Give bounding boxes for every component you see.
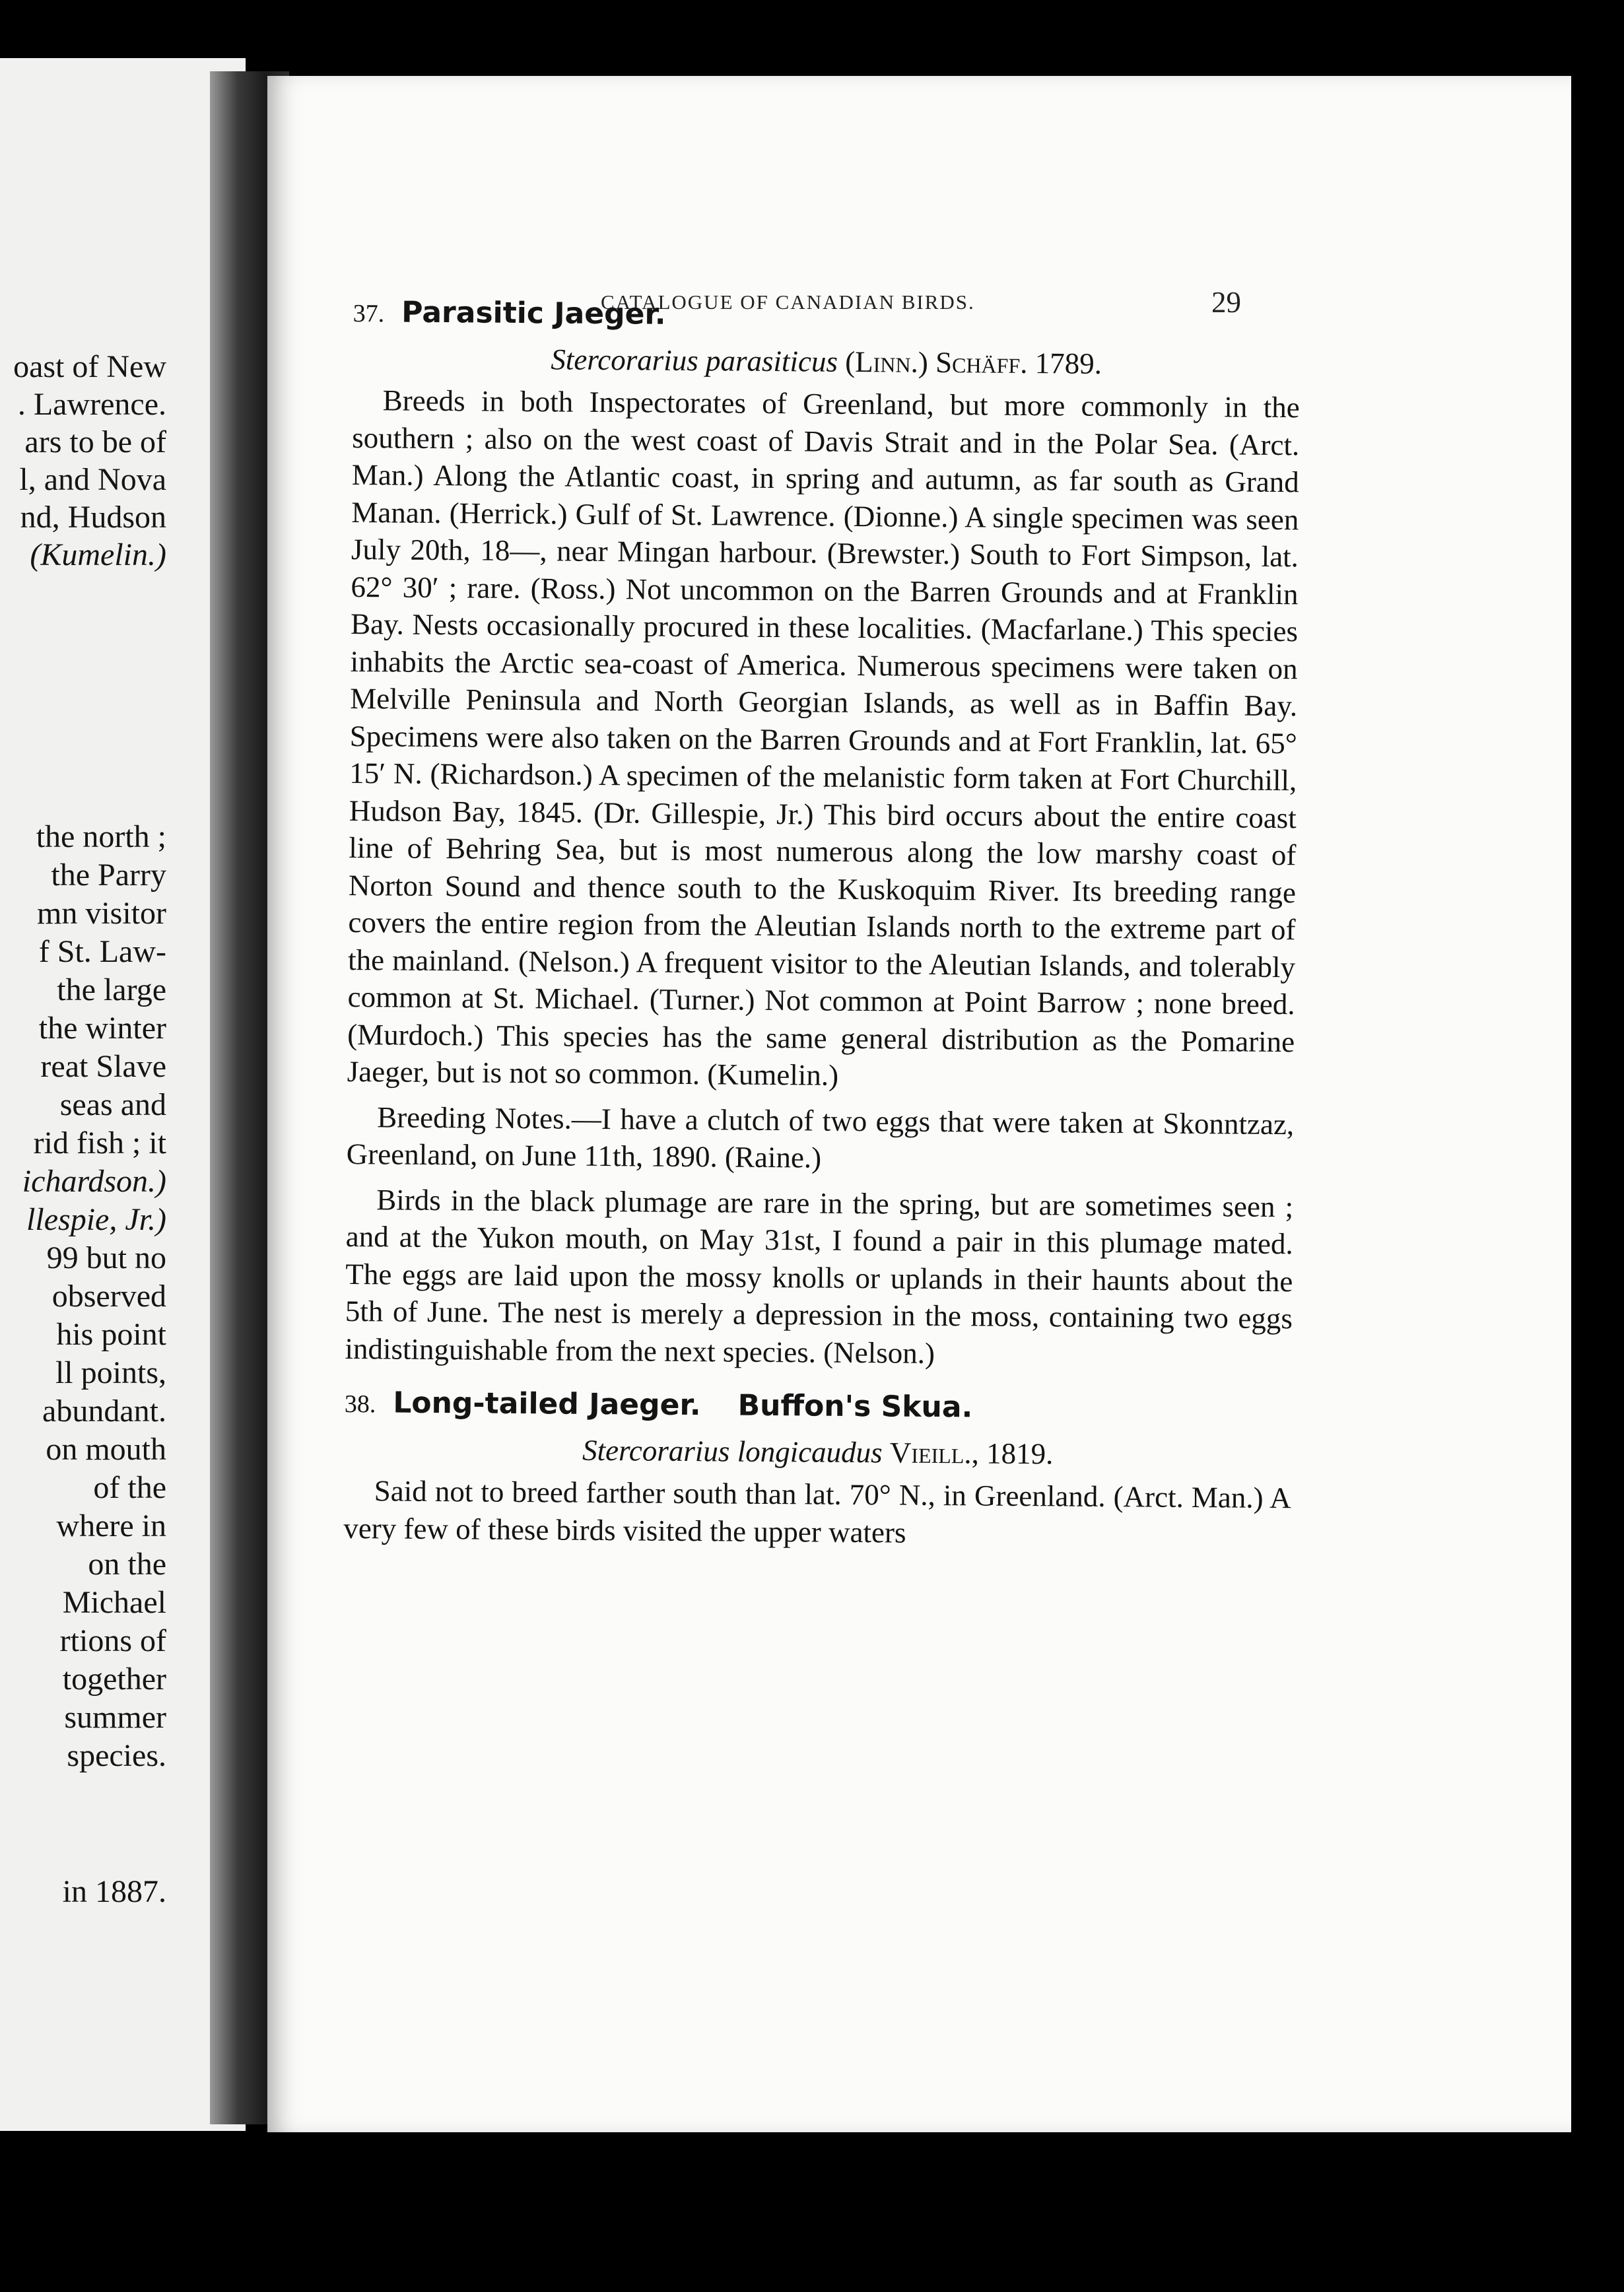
- left-line: of the: [93, 1470, 166, 1505]
- left-line: l, and Nova: [19, 462, 166, 497]
- left-line: nd, Hudson: [20, 500, 166, 535]
- species-paragraph: Birds in the black plumage are rare in the spring, but are sometimes seen ; and at the Yukon mouth, on May 31st, I found a pair in this plumage mated. The eggs are laid upon the mossy knolls or uplands in their haunts about the 5th of June. The nest is merely a depression in the moss, containing two eggs indistinguishable from the next species. (Nelson.): [345, 1182, 1294, 1370]
- left-line: the winter: [38, 1011, 166, 1046]
- left-line: f St. Law-: [38, 934, 166, 969]
- left-line: the north ;: [36, 819, 166, 854]
- page-number: 29: [1211, 286, 1241, 319]
- scientific-name-line: [353, 339, 1300, 384]
- left-line: seas and: [59, 1087, 166, 1122]
- species-alt-name: Buffon's Skua.: [737, 1388, 973, 1425]
- left-line: in 1887.: [62, 1874, 166, 1909]
- species-common-name: Long-tailed Jaeger.: [393, 1386, 701, 1423]
- breeding-notes: Breeding Notes.—I have a clutch of two eggs that were taken at Skonntzaz, Greenland, on June 11th, 1890. (Raine.): [346, 1100, 1295, 1174]
- left-line: together: [62, 1662, 166, 1697]
- left-line: species.: [67, 1738, 166, 1773]
- left-line: llespie, Jr.): [26, 1202, 166, 1237]
- left-line: . Lawrence.: [17, 387, 166, 422]
- left-line: abundant.: [42, 1394, 166, 1429]
- left-line: mn visitor: [36, 896, 166, 931]
- left-line: his point: [56, 1317, 166, 1352]
- page-body: [343, 294, 1301, 1554]
- left-line: 99 but no: [46, 1240, 166, 1275]
- scientific-name-line: [344, 1429, 1291, 1474]
- species-paragraph: Said not to breed farther south than lat. 70° N., in Greenland. (Arct. Man.) A very few of these birds visited the upper waters: [343, 1474, 1291, 1549]
- left-line: ichardson.): [22, 1164, 166, 1199]
- scientific-name: Stercorarius longicaudus: [582, 1433, 883, 1469]
- left-line: ars to be of: [24, 424, 166, 459]
- left-line: on the: [88, 1547, 166, 1582]
- left-line: on mouth: [46, 1432, 166, 1467]
- left-line: (Kumelin.): [30, 537, 166, 572]
- left-line: rtions of: [59, 1623, 166, 1658]
- authority: (Linn.) Schäff. 1789.: [845, 345, 1102, 380]
- scientific-name: Stercorarius parasiticus: [551, 342, 838, 378]
- left-line: Michael: [62, 1585, 166, 1620]
- left-line: observed: [51, 1279, 166, 1314]
- left-line: the large: [57, 972, 166, 1007]
- species-heading-38: [345, 1384, 1292, 1431]
- species-number: 37.: [353, 299, 385, 328]
- previous-page-strip: [0, 58, 246, 2131]
- left-line: rid fish ; it: [33, 1126, 166, 1161]
- species-heading-37: [353, 294, 1301, 340]
- species-number: 38.: [344, 1390, 376, 1419]
- left-line: the Parry: [51, 858, 166, 893]
- left-line: where in: [56, 1508, 166, 1543]
- left-line: ll points,: [55, 1355, 166, 1390]
- species-paragraph: Breeds in both Inspectorates of Greenland, but more commonly in the southern ; also on the west coast of Davis Strait and in the Polar Sea. (Arct. Man.) Along the Atlantic coast, in spring and autumn, as far south as Grand Manan. (Herrick.) Gulf of St. Lawrence. (Dionne.) A single specimen was seen July 20th, 18—, near Mingan harbour. (Brewster.) South to Fort Simpson, lat. 62° 30′ ; rare. (Ross.) Not uncommon on the Barren Grounds and at Franklin Bay. Nests occasionally procured in these localities. (Macfarlane.) This species inhabits the Arctic sea-coast of America. Numerous specimens were taken on Melville Peninsula and North Georgian Islands, as well as in Baffin Bay. Specimens were also taken on the Barren Grounds and at Fort Franklin, lat. 65° 15′ N. (Richardson.) A specimen of the melanistic form taken at Fort Churchill, Hudson Bay, 1845. (Dr. Gillespie, Jr.) This bird occurs about the entire coast line of Behring Sea, but is most numerous along the low marshy coast of Norton Sound and thence south to the Kuskoquim River. Its breeding range covers the entire region from the Aleutian Islands north to the extreme part of the mainland. (Nelson.) A frequent visitor to the Aleutian Islands, and tolerably common at St. Michael. (Turner.) Not common at Point Barrow ; none breed. (Murdoch.) This species has the same general distribution as the Pomarine Jaeger, but is not so common. (Kumelin.): [347, 384, 1300, 1092]
- species-common-name: Parasitic Jaeger.: [401, 295, 666, 331]
- authority: Vieill., 1819.: [889, 1435, 1054, 1470]
- book-page: [267, 76, 1571, 2132]
- left-line: oast of New: [13, 349, 166, 384]
- left-line: reat Slave: [40, 1049, 166, 1084]
- running-head-title: CATALOGUE OF CANADIAN BIRDS.: [601, 290, 975, 314]
- left-line: summer: [64, 1700, 166, 1735]
